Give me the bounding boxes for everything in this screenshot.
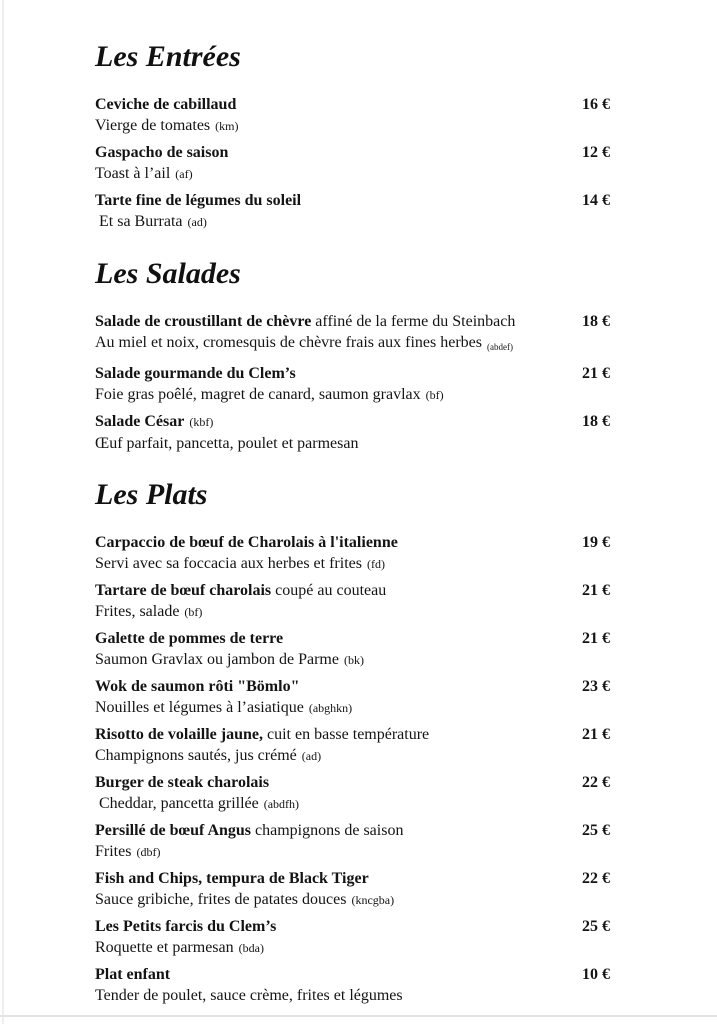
- item-name: [95, 628, 582, 649]
- item-price: 25 €: [582, 822, 610, 839]
- menu-item: [95, 964, 610, 1006]
- item-description-text: Œuf parfait, pancetta, poulet et parmesan: [95, 435, 359, 452]
- item-description: [95, 697, 610, 719]
- item-description: [95, 384, 610, 406]
- item-description-text: Foie gras poêlé, magret de canard, saumon gravlax: [95, 386, 421, 403]
- menu-section: [95, 40, 610, 233]
- item-description: [95, 553, 610, 575]
- item-name: [95, 772, 582, 793]
- menu-item: [95, 580, 610, 623]
- item-description-text: Frites: [95, 843, 132, 860]
- menu-item-title-line: [95, 580, 610, 601]
- item-description-allergen-code: (bf): [184, 605, 203, 619]
- page-edge-left: [2, 0, 4, 1024]
- item-name-bold: Salade César: [95, 413, 185, 430]
- item-price: 22 €: [582, 774, 610, 791]
- item-name: [95, 94, 582, 115]
- item-description-text: Saumon Gravlax ou jambon de Parme: [95, 651, 339, 668]
- item-price: 12 €: [582, 144, 610, 161]
- item-price: 21 €: [582, 726, 610, 743]
- item-name-regular: affiné de la ferme du Steinbach: [311, 313, 516, 330]
- menu-item: [95, 142, 610, 185]
- item-name: [95, 724, 582, 745]
- section-title: Les Plats: [95, 478, 208, 511]
- menu-item-title-line: [95, 411, 610, 433]
- page-edge-bottom: [0, 1015, 717, 1017]
- menu-section: [95, 257, 610, 454]
- item-name-bold: Salade de croustillant de chèvre: [95, 313, 312, 330]
- section-items: [95, 94, 610, 233]
- item-name: [95, 190, 582, 211]
- item-name-bold: Salade gourmande du Clem’s: [95, 365, 296, 382]
- menu-item-title-line: [95, 142, 610, 163]
- item-description-allergen-code: (bk): [343, 653, 364, 667]
- item-name-bold: Fish and Chips, tempura de Black Tiger: [95, 870, 369, 887]
- item-name-bold: Plat enfant: [95, 966, 171, 983]
- menu-item: [95, 676, 610, 719]
- item-name: [95, 363, 582, 384]
- item-description-text: Tender de poulet, sauce crème, frites et légumes: [95, 987, 403, 1004]
- item-name: [95, 868, 582, 889]
- item-description: [95, 889, 610, 911]
- menu-item-title-line: [95, 190, 610, 211]
- item-name: [95, 311, 582, 332]
- item-description: [95, 793, 610, 815]
- menu-item: [95, 94, 610, 137]
- item-name: [95, 142, 582, 163]
- menu-item-title-line: [95, 772, 610, 793]
- item-description-allergen-code: (km): [215, 119, 239, 133]
- item-description: [95, 937, 610, 959]
- item-name-bold: Tartare de bœuf charolais: [95, 582, 272, 599]
- item-description: [95, 649, 610, 671]
- menu-item-title-line: [95, 724, 610, 745]
- item-name: [95, 964, 582, 985]
- item-description-allergen-code: (dbf): [136, 845, 161, 859]
- item-name-bold: Carpaccio de bœuf de Charolais à l'italienne: [95, 534, 398, 551]
- item-description-allergen-code: (ad): [301, 749, 322, 763]
- item-description-allergen-code: (abdfh): [263, 797, 300, 811]
- item-description-allergen-code: (kncgba): [351, 893, 395, 907]
- item-description-allergen-code: (abdef): [486, 342, 513, 352]
- item-name-bold: Tarte fine de légumes du soleil: [95, 192, 302, 209]
- item-description: [95, 985, 610, 1006]
- item-price: 21 €: [582, 630, 610, 647]
- item-name: [95, 580, 582, 601]
- item-price: 22 €: [582, 870, 610, 887]
- menu-root: [95, 40, 610, 1006]
- menu-item: [95, 190, 610, 233]
- menu-item-title-line: [95, 676, 610, 697]
- item-description-text: Toast à l’ail: [95, 165, 171, 182]
- section-title: Les Salades: [95, 257, 241, 290]
- section-title: Les Entrées: [95, 40, 241, 73]
- item-description: [95, 163, 610, 185]
- menu-item-title-line: [95, 820, 610, 841]
- item-price: 18 €: [582, 313, 610, 330]
- item-description-text: Et sa Burrata: [95, 213, 183, 230]
- menu-item-title-line: [95, 964, 610, 985]
- menu-item: [95, 772, 610, 815]
- menu-item: [95, 868, 610, 911]
- item-name-regular: champignons de saison: [251, 822, 404, 839]
- menu-item-title-line: [95, 532, 610, 553]
- item-description: [95, 745, 610, 767]
- item-description-text: Au miel et noix, cromesquis de chèvre frais aux fines herbes: [95, 334, 482, 351]
- item-price: 21 €: [582, 365, 610, 382]
- item-price: 21 €: [582, 582, 610, 599]
- item-description: [95, 841, 610, 863]
- item-description-allergen-code: (af): [175, 167, 193, 181]
- item-description-text: Cheddar, pancetta grillée: [95, 795, 259, 812]
- menu-item: [95, 532, 610, 575]
- item-description-text: Champignons sautés, jus crémé: [95, 747, 297, 764]
- item-description-text: Sauce gribiche, frites de patates douces: [95, 891, 347, 908]
- item-price: 18 €: [582, 413, 610, 430]
- menu-item: [95, 820, 610, 863]
- menu-item-title-line: [95, 94, 610, 115]
- item-description-text: Roquette et parmesan: [95, 939, 234, 956]
- item-price: 19 €: [582, 534, 610, 551]
- menu-item: [95, 363, 610, 406]
- item-description-allergen-code: (abghkn): [308, 701, 353, 715]
- item-name: [95, 676, 582, 697]
- item-description-allergen-code: (bda): [238, 941, 264, 955]
- item-name-bold: Galette de pommes de terre: [95, 630, 284, 647]
- menu-item: [95, 311, 610, 358]
- item-price: 23 €: [582, 678, 610, 695]
- item-description: [95, 115, 610, 137]
- item-name-bold: Persillé de bœuf Angus: [95, 822, 252, 839]
- menu-item: [95, 724, 610, 767]
- menu-item: [95, 411, 610, 454]
- item-name: [95, 916, 582, 937]
- menu-item-title-line: [95, 628, 610, 649]
- item-description: [95, 433, 610, 454]
- item-name-bold: Les Petits farcis du Clem’s: [95, 918, 277, 935]
- item-price: 16 €: [582, 96, 610, 113]
- item-description-text: Servi avec sa foccacia aux herbes et frites: [95, 555, 362, 572]
- menu-item: [95, 628, 610, 671]
- item-description: [95, 211, 610, 233]
- item-name: [95, 411, 582, 433]
- item-description: [95, 332, 610, 358]
- item-name-bold: Gaspacho de saison: [95, 144, 229, 161]
- menu-item: [95, 916, 610, 959]
- menu-item-title-line: [95, 363, 610, 384]
- item-description-text: Vierge de tomates: [95, 117, 211, 134]
- item-name-allergen-code: (kbf): [189, 415, 214, 429]
- item-name-bold: Burger de steak charolais: [95, 774, 270, 791]
- item-name-regular: coupé au couteau: [271, 582, 387, 599]
- item-name-bold: Ceviche de cabillaud: [95, 96, 237, 113]
- item-name-bold: Wok de saumon rôti "Bömlo": [95, 678, 300, 695]
- item-price: 10 €: [582, 966, 610, 983]
- section-items: [95, 532, 610, 1006]
- item-price: 25 €: [582, 918, 610, 935]
- menu-section: [95, 478, 610, 1006]
- item-name-regular: cuit en basse température: [263, 726, 430, 743]
- item-name: [95, 532, 582, 553]
- section-items: [95, 311, 610, 454]
- item-price: 14 €: [582, 192, 610, 209]
- item-description-allergen-code: (bf): [425, 388, 444, 402]
- menu-item-title-line: [95, 311, 610, 332]
- item-description-allergen-code: (fd): [366, 557, 385, 571]
- item-name-bold: Risotto de volaille jaune,: [95, 726, 263, 743]
- item-name: [95, 820, 582, 841]
- item-description: [95, 601, 610, 623]
- item-description-allergen-code: (ad): [187, 215, 207, 229]
- menu-item-title-line: [95, 868, 610, 889]
- item-description-text: Frites, salade: [95, 603, 180, 620]
- menu-item-title-line: [95, 916, 610, 937]
- item-description-text: Nouilles et légumes à l’asiatique: [95, 699, 304, 716]
